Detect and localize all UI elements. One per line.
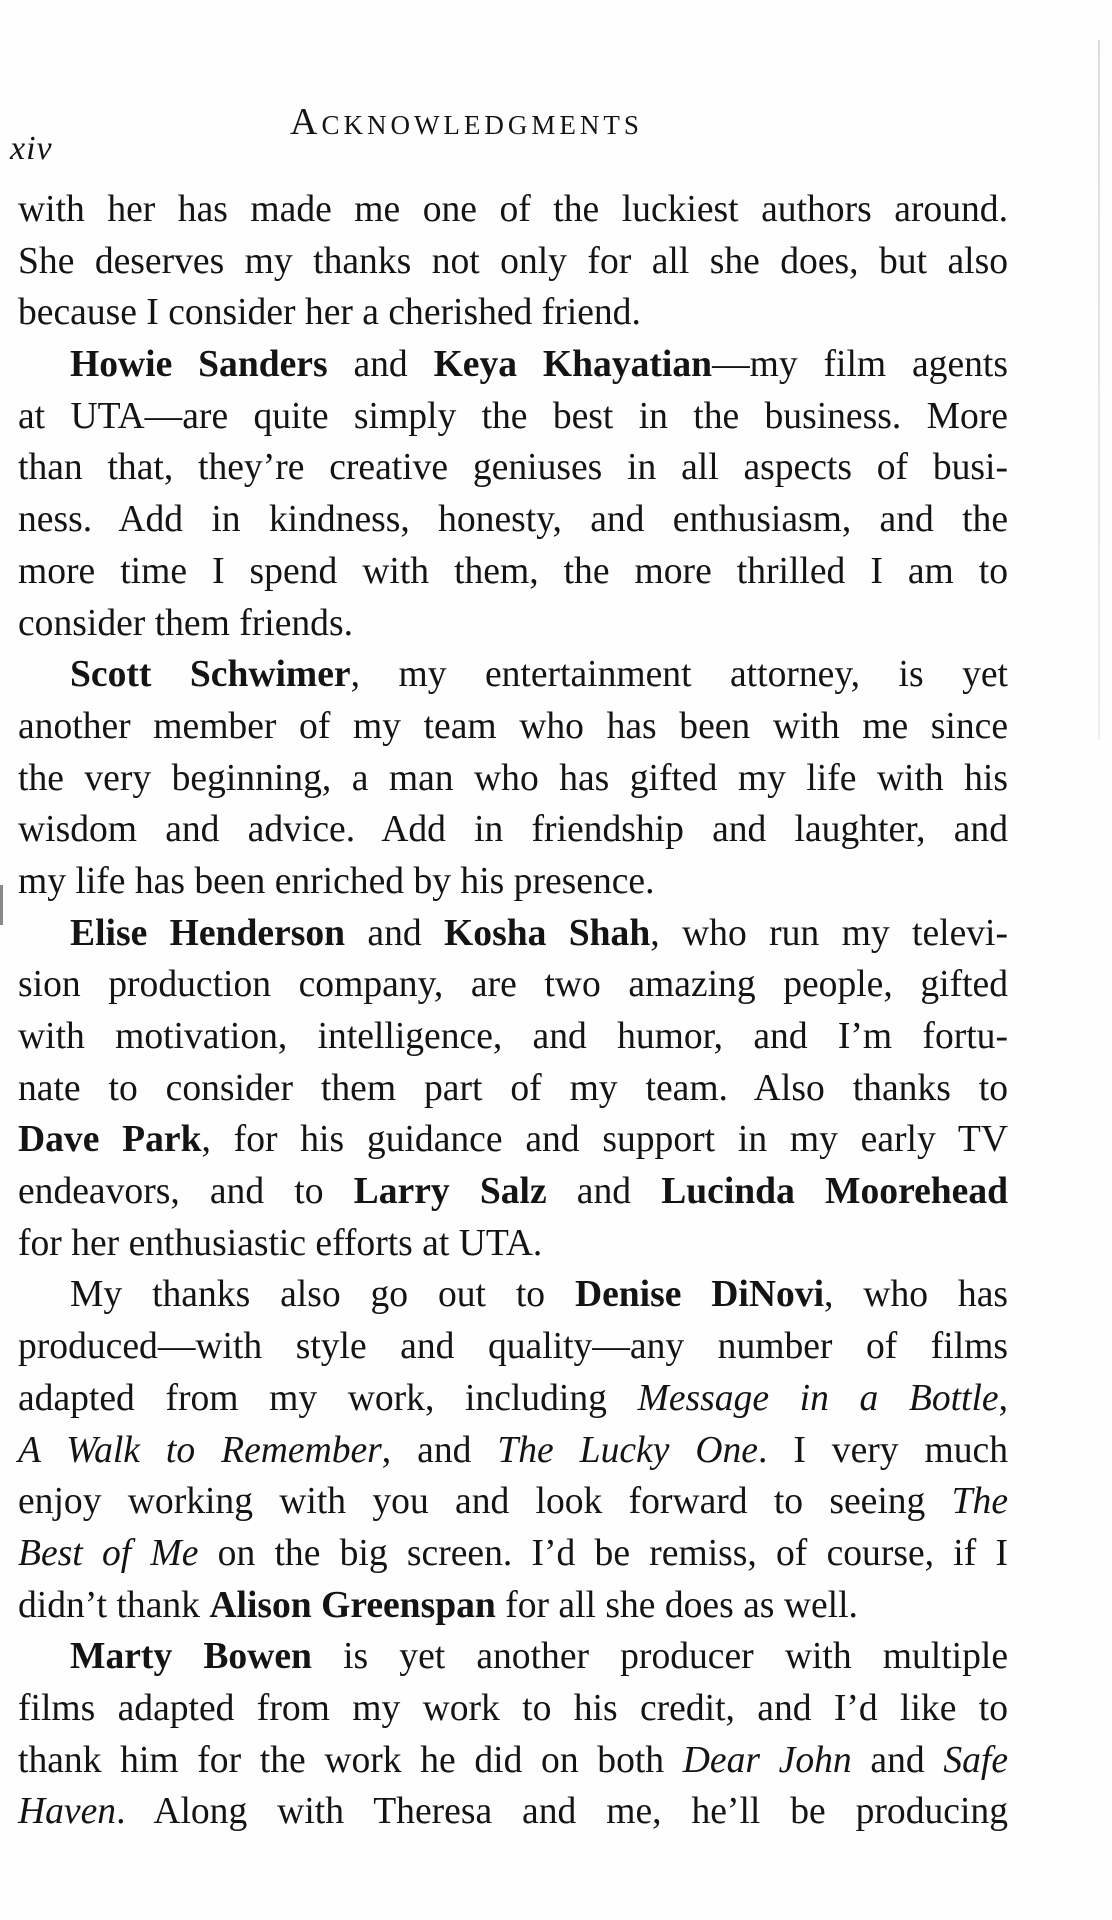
italic-title: Dear John bbox=[682, 1739, 852, 1781]
text-line bbox=[18, 959, 1008, 1011]
text-line bbox=[18, 1786, 1008, 1838]
text-run: with her has made me one of the luckiest authors around. bbox=[18, 189, 1008, 230]
text-line bbox=[18, 287, 1008, 339]
running-head-title: Acknowledgments bbox=[290, 101, 643, 143]
text-line bbox=[18, 701, 1008, 753]
text-line bbox=[18, 1166, 1008, 1218]
text-run: , my entertainment attorney, is yet bbox=[350, 654, 1008, 696]
text-run: didn’t thank bbox=[18, 1584, 210, 1626]
page-header bbox=[0, 100, 1112, 167]
text-run: wisdom and advice. Add in friendship and laughter, and bbox=[18, 809, 1008, 851]
bold-name: Marty Bowen bbox=[70, 1636, 312, 1678]
text-line bbox=[18, 184, 1008, 236]
italic-title: Best of Me bbox=[18, 1532, 199, 1574]
text-run: She deserves my thanks not only for all she does, but also bbox=[18, 240, 1008, 282]
bold-name: Alison Greenspan bbox=[209, 1584, 496, 1626]
text-line bbox=[18, 908, 1008, 960]
text-run: endeavors, and to bbox=[18, 1171, 354, 1213]
bold-name: Kosha Shah bbox=[444, 912, 651, 954]
text-line bbox=[18, 1580, 1008, 1632]
text-run: . I very much bbox=[757, 1429, 1008, 1471]
text-run: , who has bbox=[824, 1274, 1008, 1316]
text-line bbox=[18, 1321, 1008, 1373]
text-line bbox=[18, 442, 1008, 494]
text-run: because I consider her a cherished friend. bbox=[18, 292, 641, 334]
text-line bbox=[18, 339, 1008, 391]
text-run: and bbox=[327, 344, 434, 386]
text-run: more time I spend with them, the more thrilled I am to bbox=[18, 550, 1008, 592]
text-run: is yet another producer with multiple bbox=[311, 1636, 1009, 1678]
italic-title: The bbox=[951, 1481, 1008, 1523]
text-line bbox=[18, 598, 1008, 650]
text-line bbox=[18, 1683, 1008, 1735]
text-line bbox=[18, 1011, 1008, 1063]
text-run: ness. Add in kindness, honesty, and enthusiasm, and the bbox=[18, 499, 1008, 541]
text-run: and bbox=[546, 1171, 662, 1213]
text-run: thank him for the work he did on both bbox=[18, 1739, 683, 1781]
text-run: enjoy working with you and look forward to seeing bbox=[18, 1481, 952, 1523]
text-run: My thanks also go out to bbox=[70, 1274, 575, 1316]
bold-name: Lucinda Moorehead bbox=[661, 1171, 1009, 1213]
text-run: consider them friends. bbox=[18, 602, 353, 644]
text-line bbox=[18, 546, 1008, 598]
page-number: xiv bbox=[10, 130, 53, 167]
text-line bbox=[18, 856, 1008, 908]
italic-title: A Walk to Remember bbox=[18, 1429, 382, 1471]
text-run: and bbox=[851, 1739, 944, 1781]
text-line bbox=[18, 236, 1008, 288]
text-run: films adapted from my work to his credit, and I’d like to bbox=[18, 1687, 1008, 1729]
text-run: on the big screen. I’d be remiss, of course, if I bbox=[198, 1532, 1008, 1574]
text-run: , for his guidance and support in my early TV bbox=[201, 1119, 1008, 1161]
italic-title: Haven bbox=[18, 1791, 117, 1833]
bold-name: Elise Henderson bbox=[70, 912, 346, 954]
text-run: , bbox=[998, 1377, 1009, 1419]
text-line bbox=[18, 1735, 1008, 1787]
text-line bbox=[18, 1528, 1008, 1580]
text-line bbox=[18, 1631, 1008, 1683]
text-line bbox=[18, 1063, 1008, 1115]
bold-name: Dave Park bbox=[18, 1119, 202, 1161]
text-run: nate to consider them part of my team. Also thanks to bbox=[18, 1067, 1008, 1109]
bold-name: Keya Khayatian bbox=[433, 344, 713, 386]
bold-name: Larry Salz bbox=[353, 1171, 547, 1213]
text-line bbox=[18, 1425, 1008, 1477]
text-line bbox=[18, 1373, 1008, 1425]
text-run: another member of my team who has been with me since bbox=[18, 705, 1008, 747]
text-line bbox=[18, 1114, 1008, 1166]
text-line bbox=[18, 804, 1008, 856]
text-run: with motivation, intelligence, and humor, and I’m fortu- bbox=[18, 1016, 1008, 1057]
text-line bbox=[18, 1476, 1008, 1528]
text-run: adapted from my work, including bbox=[18, 1377, 638, 1419]
text-run: , and bbox=[381, 1429, 498, 1471]
bold-name: Denise DiNovi bbox=[574, 1274, 825, 1316]
bold-name: Howie Sanders bbox=[70, 344, 328, 386]
text-line bbox=[18, 391, 1008, 443]
body-text bbox=[18, 184, 1008, 1838]
italic-title: The Lucky One bbox=[497, 1429, 758, 1471]
text-run: sion production company, are two amazing people, gifted bbox=[18, 964, 1008, 1006]
text-run: . Along with Theresa and me, he’ll be producing bbox=[116, 1791, 1008, 1833]
text-line bbox=[18, 1218, 1008, 1270]
text-line bbox=[18, 753, 1008, 805]
page-edge-mark bbox=[0, 885, 3, 925]
text-run: —my film agents bbox=[712, 344, 1008, 386]
text-run: , who run my televi- bbox=[650, 912, 1008, 954]
italic-title: Safe bbox=[943, 1739, 1009, 1781]
text-line bbox=[18, 649, 1008, 701]
text-run: produced—with style and quality—any number of films bbox=[18, 1326, 1008, 1368]
text-run: my life has been enriched by his presence. bbox=[18, 860, 655, 902]
italic-title: Message in a Bottle bbox=[637, 1377, 999, 1419]
text-run: at UTA—are quite simply the best in the business. More bbox=[18, 395, 1008, 437]
text-run: than that, they’re creative geniuses in all aspects of busi- bbox=[18, 447, 1008, 489]
text-line bbox=[18, 1269, 1008, 1321]
bold-name: Scott Schwimer bbox=[70, 654, 351, 696]
text-line bbox=[18, 494, 1008, 546]
text-run: for her enthusiastic efforts at UTA. bbox=[18, 1222, 543, 1264]
text-run: the very beginning, a man who has gifted my life with his bbox=[18, 757, 1008, 799]
text-run: and bbox=[345, 912, 445, 954]
text-run: for all she does as well. bbox=[495, 1584, 858, 1626]
